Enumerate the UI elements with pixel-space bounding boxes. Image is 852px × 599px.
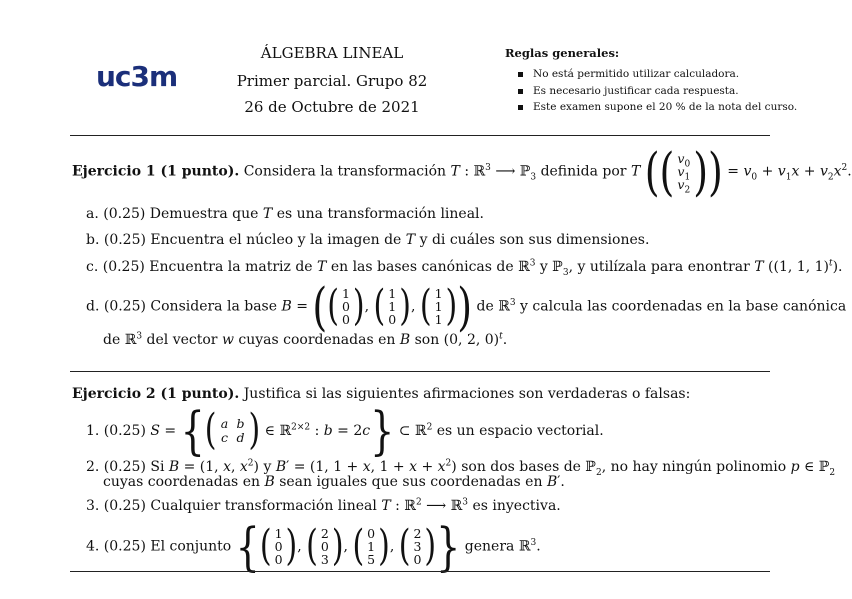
divider <box>70 571 770 572</box>
ex2-item-3: 3. (0.25) Cualquier transformación lineal T : ℝ$^2$ ⟶ ℝ$^3$ es inyectiva. <box>86 497 561 514</box>
divider <box>70 135 770 136</box>
rules-title: Reglas generales: <box>505 46 620 60</box>
ex2-item-2: 2. (0.25) Si B = (1, x, $x^2$) y B′ = (1, 1 + x, $1 + x + x^2$) son dos bases de ℙ$_2$, no hay ningún polinomio p ∈ ℙ$_2$ <box>86 458 836 478</box>
rules-list <box>518 66 797 116</box>
rule-item: Este examen supone el 20 % de la nota del curso. <box>518 99 797 116</box>
rule-item: Es necesario justificar cada respuesta. <box>518 83 797 100</box>
ex2-item-1: 1. (0.25) S = {( a b c d ) ∈ ℝ$^{2\times 2}$ : b = 2c} ⊂ ℝ$^2$ es un espacio vectorial. <box>86 401 604 461</box>
ex1-statement: Ejercicio 1 (1 punto). Considera la transformación T : ℝ$^3$ ⟶ ℙ$_3$ definida por T (( $v_0$ $v_1$ $v_2)) = v_0 + v_1x + v_2x^2$. <box>72 141 852 202</box>
ex1-item-b: b. (0.25) Encuentra el núcleo y la imagen de T y di cuáles son sus dimensiones. <box>86 232 650 248</box>
divider <box>70 371 770 372</box>
ex2-item-2-cont: cuyas coordenadas en B sean iguales que sus coordenadas en B′. <box>103 474 565 490</box>
ex1-item-d: d. (0.25) Considera la base B = (( 1 0 0 ), ( 1 1 0 ), ( 1 1 1 )) de ℝ$^3$ y calcula las coordenadas en la base canónica <box>86 276 847 337</box>
ex1-item-d-cont: de ℝ$^3$ del vector w cuyas coordenadas en B son (0, 2, 0)$^t$. <box>103 331 508 348</box>
ex2-item-4: 4. (0.25) El conjunto {( 1 0 0 ), ( 2 0 3 ), ( 0 1 5 ), ( 2 3 0 )} genera ℝ$^3$. <box>86 516 541 577</box>
ex2-heading: Ejercicio 2 (1 punto). <box>72 386 240 402</box>
ex1-heading: Ejercicio 1 (1 punto). <box>72 163 240 180</box>
ex1-item-a: a. (0.25) Demuestra que T es una transformación lineal. <box>86 206 484 222</box>
course-title: ÁLGEBRA LINEAL <box>260 44 404 62</box>
ex2-statement: Ejercicio 2 (1 punto). Justifica si las siguientes afirmaciones son verdaderas o falsas: <box>72 386 691 402</box>
uc3m-logo: uc3m <box>96 60 178 93</box>
exam-date: 26 de Octubre de 2021 <box>244 98 420 116</box>
rule-item: No está permitido utilizar calculadora. <box>518 66 797 83</box>
ex1-item-c: c. (0.25) Encuentra la matriz de T en las bases canónicas de ℝ$^3$ y ℙ$_3$, y utilízala para enontrar T ((1, 1, 1)$^t$). <box>86 258 843 278</box>
exam-subtitle: Primer parcial. Grupo 82 <box>236 72 428 90</box>
